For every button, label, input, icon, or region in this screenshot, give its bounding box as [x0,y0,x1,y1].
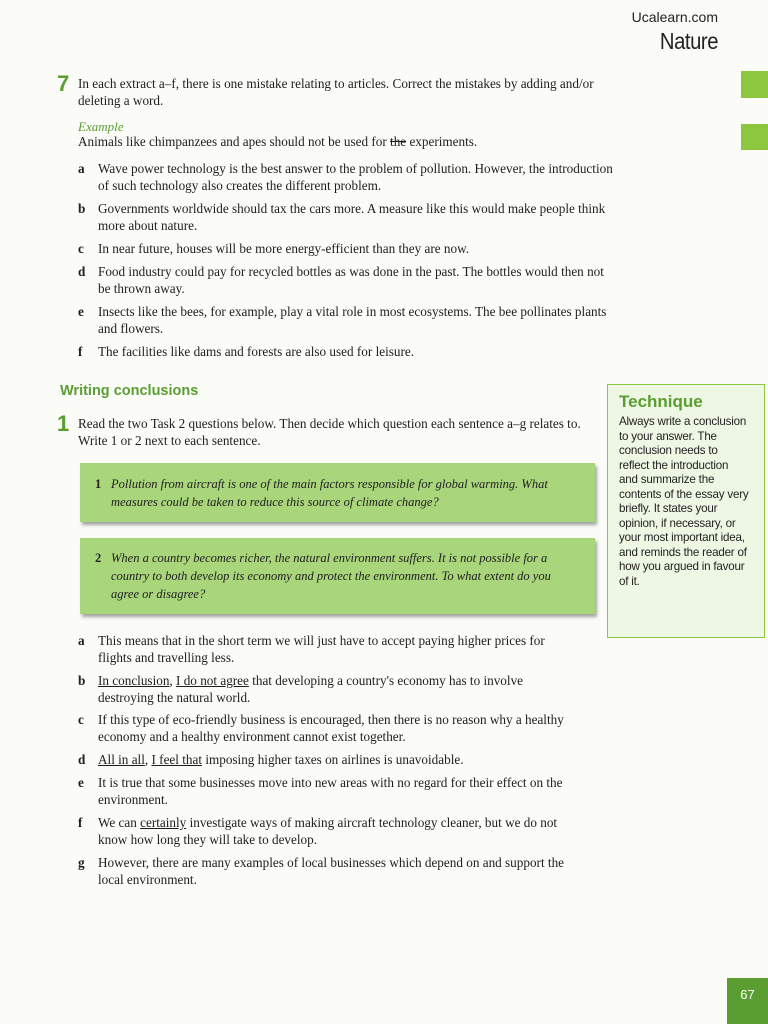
exercise-7-instruction: In each extract a–f, there is one mistake relating to articles. Correct the mistakes by adding and/or deleting a word. [78,76,594,108]
item-text: The facilities like dams and forests are also used for leisure. [98,344,415,359]
item-text: It is true that some businesses move into new areas with no regard for their effect on the environment. [98,775,563,807]
item-letter: d [78,264,86,279]
underlined-phrase: In conclusion [98,673,170,688]
example-struck-word: the [390,134,407,149]
item-text [98,814,578,848]
item-letter: d [78,752,86,767]
underlined-phrase: All in all [98,752,145,767]
exercise-1-number: 1 [57,411,70,436]
item-letter: b [78,673,86,688]
example-sentence [78,133,477,150]
item-letter: a [78,161,85,176]
exercise-1-item [78,672,578,706]
example-label: Example [78,119,124,134]
question-box-2 [80,538,595,614]
chapter-tab-marker [741,71,768,98]
exercise-1-instruction: Read the two Task 2 questions below. Then decide which question each sentence a–g relates to. Write 1 or 2 next to each sentence. [78,416,581,448]
section-heading: Writing conclusions [60,383,199,399]
technique-body: Always write a conclusion to your answer. The conclusion needs to reflect the introduction and summarize the contents of the essay very briefly. It states your opinion, if necessary, or your most important idea, and reminds the reader of how you argued in favour of it. [619,415,749,588]
question-number: 1 [95,477,102,491]
technique-title: Technique [619,392,703,411]
item-letter: f [78,344,83,359]
item-text: In near future, houses will be more energy-efficient than they are now. [98,241,470,256]
item-text [98,672,578,706]
chapter-title: Nature [659,28,718,54]
item-text-part: , [144,752,152,767]
item-letter: c [78,712,84,727]
item-letter: c [78,241,84,256]
underlined-phrase: I feel that [151,752,203,767]
example-text-before: Animals like chimpanzees and apes should not be used for [78,134,391,149]
exercise-1-item [78,854,578,888]
exercise-7-item [78,303,618,337]
item-text: However, there are many examples of local businesses which depend on and support the local environment. [98,855,565,887]
underlined-phrase: I do not agree [176,673,249,688]
item-text-part: investigate ways of making aircraft technology cleaner, but we do not know how long they will take to develop. [98,815,558,847]
item-text: This means that in the short term we will just have to accept paying higher prices for flights and travelling less. [98,633,545,665]
page-number: 67 [727,978,768,1024]
item-text-part: We can [98,815,141,830]
item-letter: e [78,775,84,790]
chapter-tab-marker-secondary [741,124,768,150]
site-name: Ucalearn.com [631,9,718,25]
item-text-part: , [169,673,177,688]
item-letter: b [78,201,86,216]
question-text: When a country becomes richer, the natural environment suffers. It is not possible for a country to both develop its economy and protect the environment. To what extent do you agree or disagree? [111,551,551,601]
exercise-7-item [78,160,618,194]
item-letter: a [78,633,85,648]
exercise-1-item [78,751,578,768]
item-text [98,751,578,768]
exercise-1-item [78,814,578,848]
question-number: 2 [95,551,102,565]
item-text: Food industry could pay for recycled bottles as was done in the past. The bottles would then not be thrown away. [98,264,604,296]
exercise-7-item [78,343,618,360]
exercise-1-item [78,711,578,745]
exercise-1-item [78,774,578,808]
exercise-7-number: 7 [57,71,70,96]
item-letter: e [78,304,84,319]
item-text-part: imposing higher taxes on airlines is unavoidable. [202,752,464,767]
question-text: Pollution from aircraft is one of the main factors responsible for global warming. What measures could be taken to reduce this source of climate change? [111,477,548,509]
item-letter: f [78,815,83,830]
question-box-1 [80,463,595,522]
exercise-7-item [78,200,618,234]
underlined-phrase: certainly [140,815,187,830]
exercise-7-item [78,240,618,257]
technique-box [607,384,765,638]
item-letter: g [78,855,85,870]
item-text: Governments worldwide should tax the cars more. A measure like this would make people think more about nature. [98,201,606,233]
item-text-part: that developing a country's economy has to involve destroying the natural world. [98,673,524,705]
item-text: Wave power technology is the best answer to the problem of pollution. However, the introduction of such technology also creates the different problem. [98,161,613,193]
exercise-7-item [78,263,618,297]
exercise-1-item [78,632,578,666]
item-text: Insects like the bees, for example, play a vital role in most ecosystems. The bee pollinates plants and flowers. [98,304,607,336]
item-text: If this type of eco-friendly business is encouraged, then there is no reason why a healthy economy and a healthy environment cannot exist together. [98,712,564,744]
example-text-after: experiments. [406,134,478,149]
